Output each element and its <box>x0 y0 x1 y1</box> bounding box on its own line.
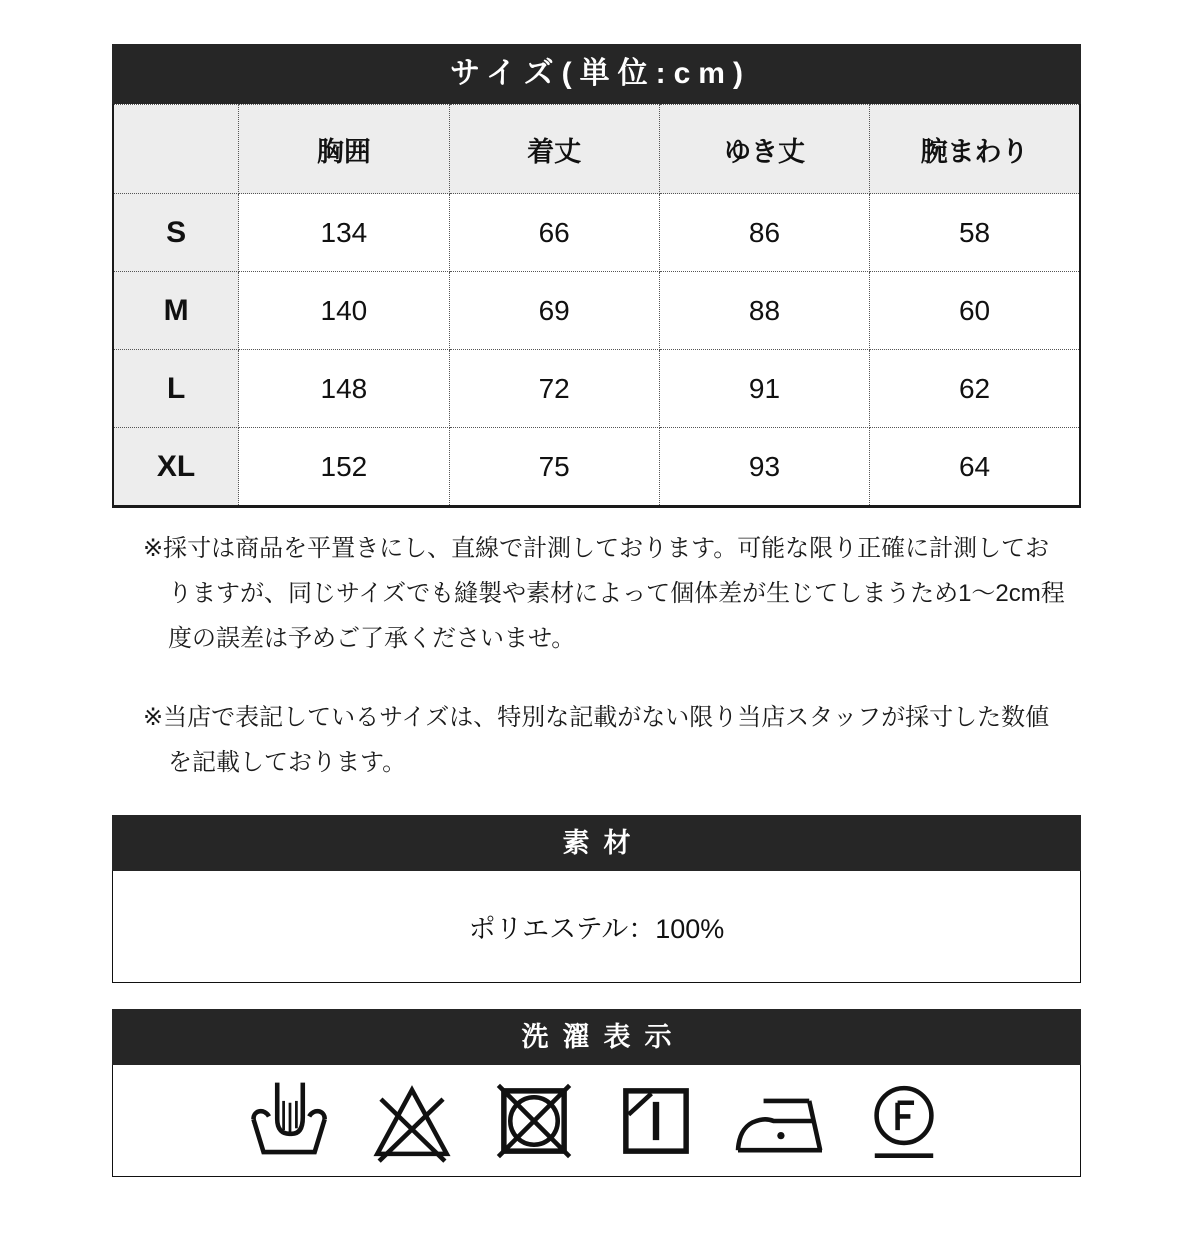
size-table-title: サイズ(単位:cm) <box>450 57 751 90</box>
col-header-arm: 腕まわり <box>870 105 1080 194</box>
cell-value: 69 <box>449 272 659 350</box>
cell-value: 86 <box>659 194 869 272</box>
cell-value: 64 <box>870 428 1080 507</box>
iron-low-heat-icon <box>734 1079 826 1163</box>
size-label: M <box>113 272 239 350</box>
cell-value: 148 <box>239 350 449 428</box>
do-not-bleach-icon <box>368 1079 456 1163</box>
corner-cell <box>113 105 239 194</box>
cell-value: 75 <box>449 428 659 507</box>
size-label: XL <box>113 428 239 507</box>
cell-value: 140 <box>239 272 449 350</box>
cell-value: 62 <box>870 350 1080 428</box>
cell-value: 60 <box>870 272 1080 350</box>
material-title: 素材 <box>562 828 645 858</box>
laundry-title: 洗濯表示 <box>521 1022 686 1052</box>
size-table-header-row <box>113 105 1080 194</box>
care-symbols <box>112 1065 1081 1177</box>
table-row <box>113 272 1080 350</box>
material-title-bar <box>112 815 1081 871</box>
size-label: L <box>113 350 239 428</box>
dry-clean-petroleum-gentle-icon <box>860 1079 948 1163</box>
table-row <box>113 428 1080 507</box>
line-dry-in-shade-icon <box>612 1079 700 1163</box>
cell-value: 91 <box>659 350 869 428</box>
col-header-chest: 胸囲 <box>239 105 449 194</box>
size-table <box>112 104 1081 508</box>
size-table-title-bar <box>112 44 1081 104</box>
size-label: S <box>113 194 239 272</box>
material-value: ポリエステル：100% <box>468 914 725 944</box>
hand-wash-icon <box>246 1079 334 1163</box>
cell-value: 134 <box>239 194 449 272</box>
material-section <box>112 815 1081 983</box>
measurement-note-2: ※当店で表記しているサイズは、特別な記載がない限り当店スタッフが採寸した数値を記載しております。 <box>143 704 1050 776</box>
cell-value: 88 <box>659 272 869 350</box>
table-row <box>113 194 1080 272</box>
cell-value: 152 <box>239 428 449 507</box>
cell-value: 58 <box>870 194 1080 272</box>
col-header-length: 着丈 <box>449 105 659 194</box>
table-row <box>113 350 1080 428</box>
measurement-note-1: ※採寸は商品を平置きにし、直線で計測しております。可能な限り正確に計測しておりますが、同じサイズでも縫製や素材によって個体差が生じてしまうため1〜2cm程度の誤差は予めご了承くださいませ。 <box>143 535 1065 652</box>
cell-value: 93 <box>659 428 869 507</box>
material-body <box>112 871 1081 983</box>
cell-value: 72 <box>449 350 659 428</box>
cell-value: 66 <box>449 194 659 272</box>
laundry-title-bar <box>112 1009 1081 1065</box>
measurement-notes <box>112 526 1081 785</box>
laundry-section <box>112 1009 1081 1177</box>
do-not-tumble-dry-icon <box>490 1079 578 1163</box>
page-content <box>112 44 1081 1177</box>
col-header-sleeve: ゆき丈 <box>659 105 869 194</box>
